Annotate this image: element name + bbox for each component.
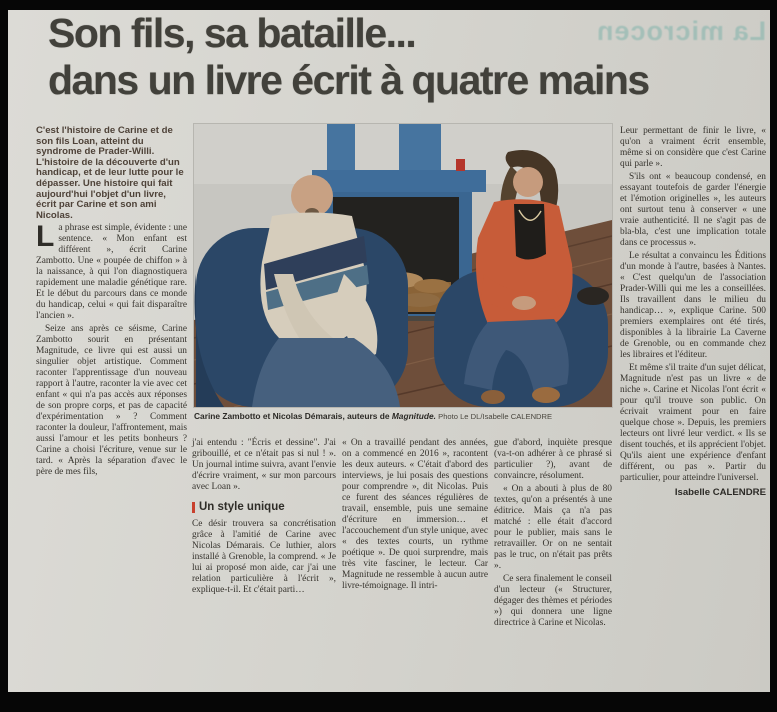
column-5 bbox=[620, 126, 766, 498]
caption-book-title: Magnitude. bbox=[391, 411, 437, 421]
paragraph: j'ai entendu : "Écris et dessine". J'ai gribouillé, et ce n'était pas si nul ! ». Un journal intime suivra, avant l'envie d'écrire vraiment, « sur mon parcours avec Loan ». bbox=[192, 438, 336, 492]
caption-credit: Photo Le DL/Isabelle CALENDRE bbox=[436, 412, 553, 421]
paragraph-text: a phrase est simple, évidente : une sentence. « Mon enfant est différent », écrit Carine Zambotto. Une « poupée de chiffon » à la naissance, à qui l'on diagnostiquera rapidement une maladie génétique rare. Et le début du parcours dans ce monde du handicap, celui « qui fait disparaître l'ancien ». bbox=[36, 223, 187, 322]
article-photo bbox=[194, 124, 612, 407]
section-subheading bbox=[192, 502, 336, 513]
drop-cap: L bbox=[36, 220, 55, 254]
column-2 bbox=[192, 438, 336, 598]
paragraph: Le résultat a convaincu les Éditions d'un monde à l'autre, basées à Nantes. « C'est quelqu'un de l'association Prader-Willi qui me les a conseillées. Ils travaillent dans le milieu du handicap… », explique Carine. 500 premiers exemplaires ont été tirés, disponibles à la librairie La Caverne de Grenoble, ou en commande chez les libraires et l'éditeur. bbox=[620, 251, 766, 360]
paragraph: « On a travaillé pendant des années, on a commencé en 2016 », racontent les deux auteurs. « C'était d'abord des interviews, je lui posais des questions pour comprendre », dit Nicolas. Puis ce furent des séances régulières de travail, ensemble, puis une semaine d'écriture en immersion… et l'accouchement d'un style unique, avec « des textes courts, un rythme poétique ». De quoi surprendre, mais très vite fasciner, le lecteur. Car Magnitude ne ressemble à aucun autre livre-témoignage. Il intri- bbox=[342, 438, 488, 591]
article-headline bbox=[48, 10, 763, 104]
author-byline: Isabelle CALENDRE bbox=[674, 487, 766, 498]
paragraph: gue d'abord, inquiète presque (va-t-on adhérer à ce phrasé si particulier ?), avant de convaincre, résolument. bbox=[494, 438, 612, 481]
column-3 bbox=[342, 438, 488, 594]
paragraph: Et même s'il traite d'un sujet délicat, Magnitude n'est pas un livre « de niche ». Carine et Nicolas l'ont écrit « pour qu'il trouve son public. On écrivait vraiment pour en faire quelque chose ». Depuis, les premiers lecteurs ont livré leur verdict. « Ils se disent touchés, et ils apprécient l'objet. Qu'ils aient une expérience d'enfant différent, ou pas ». Partir du particulier, pour atteindre l'universel. bbox=[620, 363, 766, 483]
paragraph: Ce sera finalement le conseil d'un lecteur (« Structurer, dégager des thèmes et périodes ») qui donnera une ligne directrice à Carine et Nicolas. bbox=[494, 574, 612, 628]
photo-caption bbox=[194, 411, 618, 422]
red-tick-icon bbox=[192, 502, 195, 513]
subheading-text: Un style unique bbox=[199, 501, 285, 513]
print-bleedthrough-text: La microcen bbox=[595, 16, 766, 46]
photo-illustration bbox=[194, 124, 612, 407]
caption-names: Carine Zambotto et Nicolas Démarais, auteurs de bbox=[194, 411, 392, 421]
newspaper-clipping bbox=[8, 10, 770, 692]
paragraph: « On a abouti à plus de 80 textes, qu'on a présentés à une éditrice. Mais ça n'a pas matché : elle était d'accord pour le publier, mais sans le retravailler. Or on ne sentait pas le truc, on n'était pas prêts ». bbox=[494, 484, 612, 571]
paragraph: Seize ans après ce séisme, Carine Zambotto sourit en présentant Magnitude, ce livre qui est aussi un singulier objet artistique. Comment raconter l'apprentissage d'un nouveau rapport à l'autre, raconter la vie avec cet enfant « qui n'a pas accès aux réponses de son propre corps, et pas de capacité d'expérimentation » ? Comment raconter la douleur, l'affrontement, mais aussi l'amour et les petits bonheurs ? Carine a choisi l'écriture, venue sur le tard. « Après la séparation d'avec le père de mes fils, bbox=[36, 324, 187, 478]
paragraph bbox=[36, 220, 187, 322]
paragraph: Leur permettant de finir le livre, « qu'on a vraiment écrit ensemble, même si on considère que c'est Carine qui parle ». bbox=[620, 126, 766, 169]
paragraph: S'ils ont « beaucoup condensé, en essayant toutefois de garder l'énergie et l'émotion originelles », les auteurs ont surtout tenu à conserver « une vraie authenticité. Il ne s'agit pas de bla-bla, c'est une implication totale dans ce processus ». bbox=[620, 172, 766, 248]
paragraph: Ce désir trouvera sa concrétisation grâce à l'amitié de Carine avec Nicolas Démarais. Ce luthier, alors installé à Grenoble, la comprend. « Je lui ai proposé mon aide, car j'ai une relation particulière à l'écrit », explique-t-il. Et c'était parti… bbox=[192, 519, 336, 595]
intro-paragraph: C'est l'histoire de Carine et de son fils Loan, atteint du syndrome de Prader-Willi. L'histoire de la découverte d'un handicap, et de leur lutte pour le dépasser. Une histoire qui fait aujourd'hui l'objet d'un livre, écrit par Carine et son ami Nicolas. bbox=[36, 125, 184, 221]
headline-line-1: Son fils, sa bataille... bbox=[48, 10, 416, 56]
column-1 bbox=[36, 126, 187, 480]
headline-line-2: dans un livre écrit à quatre mains bbox=[48, 57, 649, 103]
column-4 bbox=[494, 438, 612, 631]
